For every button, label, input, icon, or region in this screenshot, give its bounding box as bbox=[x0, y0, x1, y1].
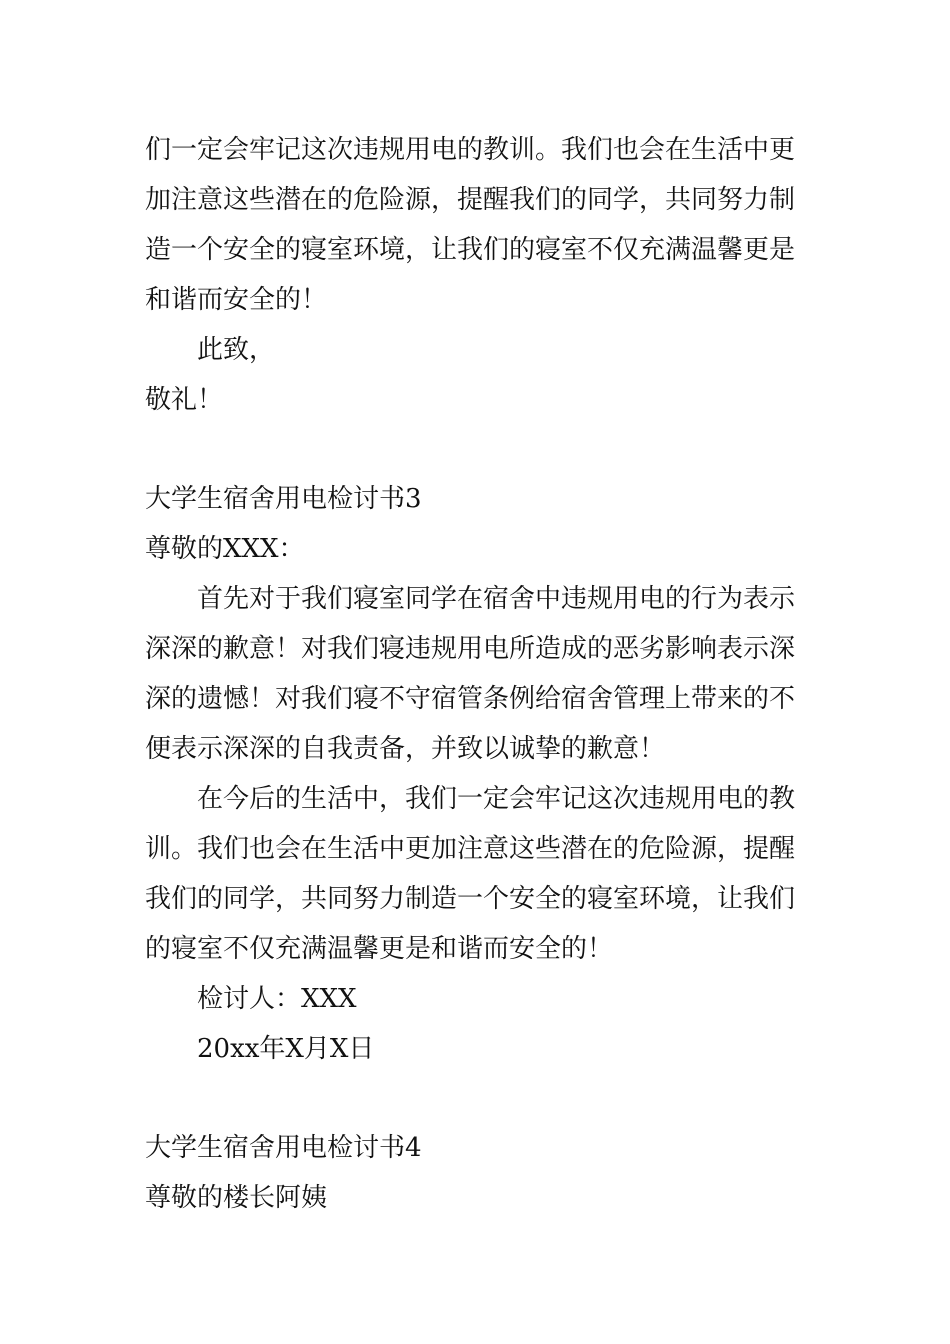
section-title: 大学生宿舍用电检讨书4 bbox=[145, 1133, 422, 1163]
greeting: 尊敬的楼长阿姨 bbox=[145, 1183, 328, 1213]
body-line: 造一个安全的寝室环境，让我们的寝室不仅充满温馨更是 bbox=[145, 235, 796, 265]
greeting: 尊敬的XXX： bbox=[145, 534, 305, 564]
signatory: 检讨人：XXX bbox=[197, 984, 357, 1014]
body-line: 和谐而安全的！ bbox=[145, 285, 328, 315]
section-title: 大学生宿舍用电检讨书3 bbox=[145, 484, 422, 514]
body-line: 便表示深深的自我责备，并致以诚挚的歉意！ bbox=[145, 734, 666, 764]
body-line: 加注意这些潜在的危险源，提醒我们的同学，共同努力制 bbox=[145, 185, 796, 215]
body-line: 在今后的生活中，我们一定会牢记这次违规用电的教 bbox=[197, 784, 796, 814]
body-line: 首先对于我们寝室同学在宿舍中违规用电的行为表示 bbox=[197, 584, 796, 614]
closing-regards: 敬礼！ bbox=[145, 385, 224, 415]
body-line: 我们的同学，共同努力制造一个安全的寝室环境，让我们 bbox=[145, 884, 796, 914]
closing-salutation: 此致， bbox=[197, 335, 276, 365]
body-line: 深深的歉意！对我们寝违规用电所造成的恶劣影响表示深 bbox=[145, 634, 796, 664]
body-line: 的寝室不仅充满温馨更是和谐而安全的！ bbox=[145, 934, 614, 964]
date-line: 20xx年X月X日 bbox=[197, 1034, 375, 1064]
body-line: 们一定会牢记这次违规用电的教训。我们也会在生活中更 bbox=[145, 135, 796, 165]
body-line: 深的遗憾！对我们寝不守宿管条例给宿舍管理上带来的不 bbox=[145, 684, 796, 714]
body-line: 训。我们也会在生活中更加注意这些潜在的危险源，提醒 bbox=[145, 834, 796, 864]
